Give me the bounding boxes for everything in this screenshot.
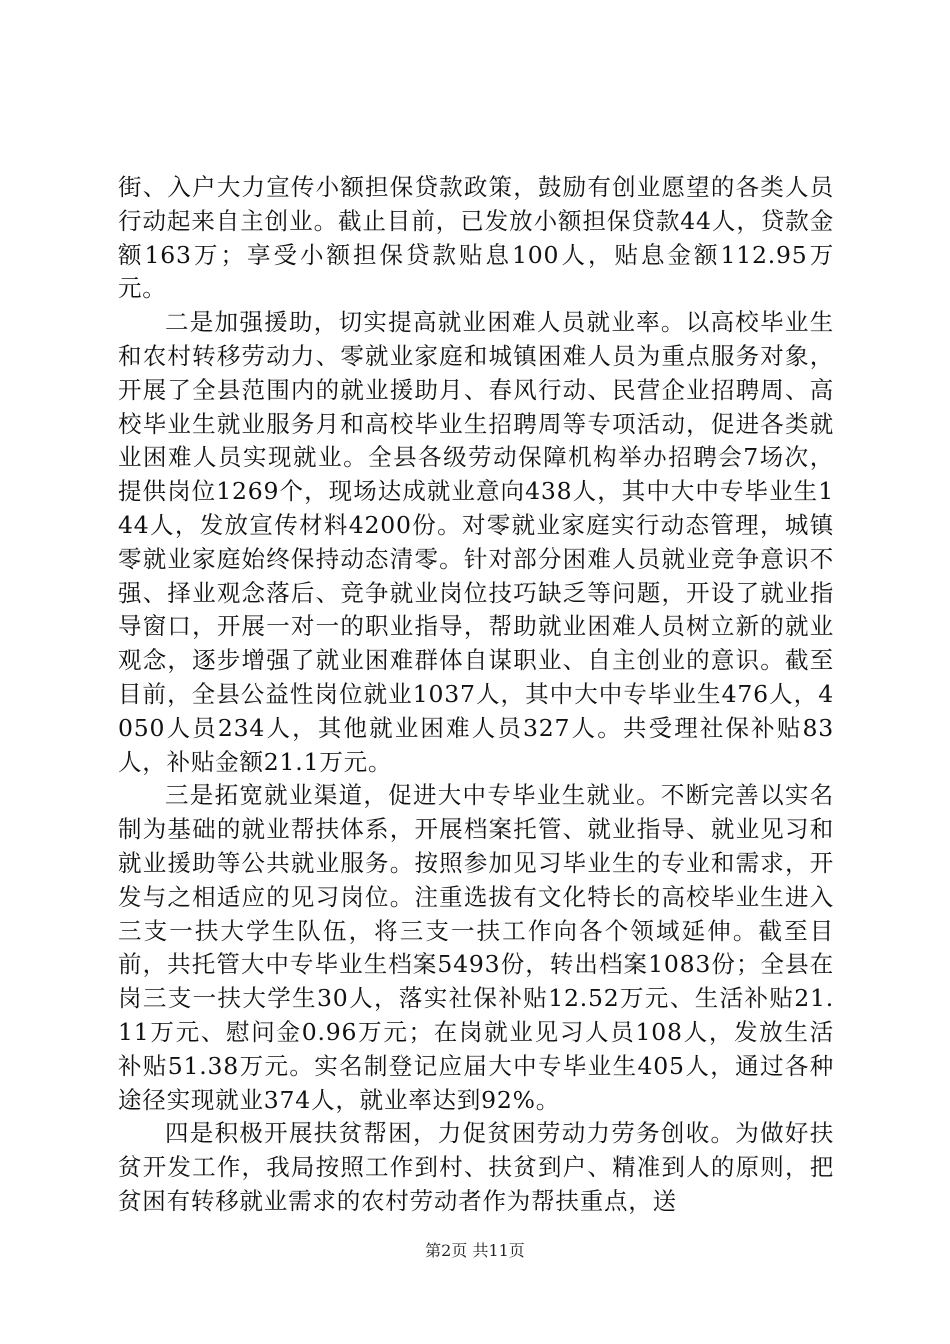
body-text (118, 171, 834, 1219)
paragraph-point-four: 四是积极开展扶贫帮困，力促贫困劳动力劳务创收。为做好扶贫开发工作，我局按照工作到村、扶贫到户、精准到人的原则，把贫困有转移就业需求的农村劳动者作为帮扶重点，送 (118, 1119, 834, 1215)
paragraph-point-three: 三是拓宽就业渠道，促进大中专毕业生就业。不断完善以实名制为基础的就业帮扶体系，开展档案托管、就业指导、就业见习和就业援助等公共就业服务。按照参加见习毕业生的专业和需求，开发与之相适应的见习岗位。注重选拔有文化特长的高校毕业生进入三支一扶大学生队伍，将三支一扶工作向各个领域延伸。截至目前，共托管大中专毕业生档案5493份，转出档案1083份；全县在岗三支一扶大学生30人，落实社保补贴12.52万元、生活补贴21.11万元、慰问金0.96万元；在岗就业见习人员108人，发放生活补贴51.38万元。实名制登记应届大中专毕业生405人，通过各种途径实现就业374人，就业率达到92%。 (118, 781, 834, 1114)
page-number-footer: 第2页 共11页 (425, 1241, 525, 1260)
paragraph-continuation: 街、入户大力宣传小额担保贷款政策，鼓励有创业愿望的各类人员行动起来自主创业。截止目前，已发放小额担保贷款44人，贷款金额163万；享受小额担保贷款贴息100人，贴息金额112.95万元。 (118, 173, 834, 303)
paragraph-point-two: 二是加强援助，切实提高就业困难人员就业率。以高校毕业生和农村转移劳动力、零就业家庭和城镇困难人员为重点服务对象，开展了全县范围内的就业援助月、春风行动、民营企业招聘周、高校毕业生就业服务月和高校毕业生招聘周等专项活动，促进各类就业困难人员实现就业。全县各级劳动保障机构举办招聘会7场次，提供岗位1269个，现场达成就业意向438人，其中大中专毕业生144人，发放宣传材料4200份。对零就业家庭实行动态管理，城镇零就业家庭始终保持动态清零。针对部分困难人员就业竞争意识不强、择业观念落后、竞争就业岗位技巧缺乏等问题，开设了就业指导窗口，开展一对一的职业指导，帮助就业困难人员树立新的就业观念，逐步增强了就业困难群体自谋职业、自主创业的意识。截至目前，全县公益性岗位就业1037人，其中大中专毕业生476人，4050人员234人，其他就业困难人员327人。共受理社保补贴83人，补贴金额21.1万元。 (118, 308, 834, 776)
